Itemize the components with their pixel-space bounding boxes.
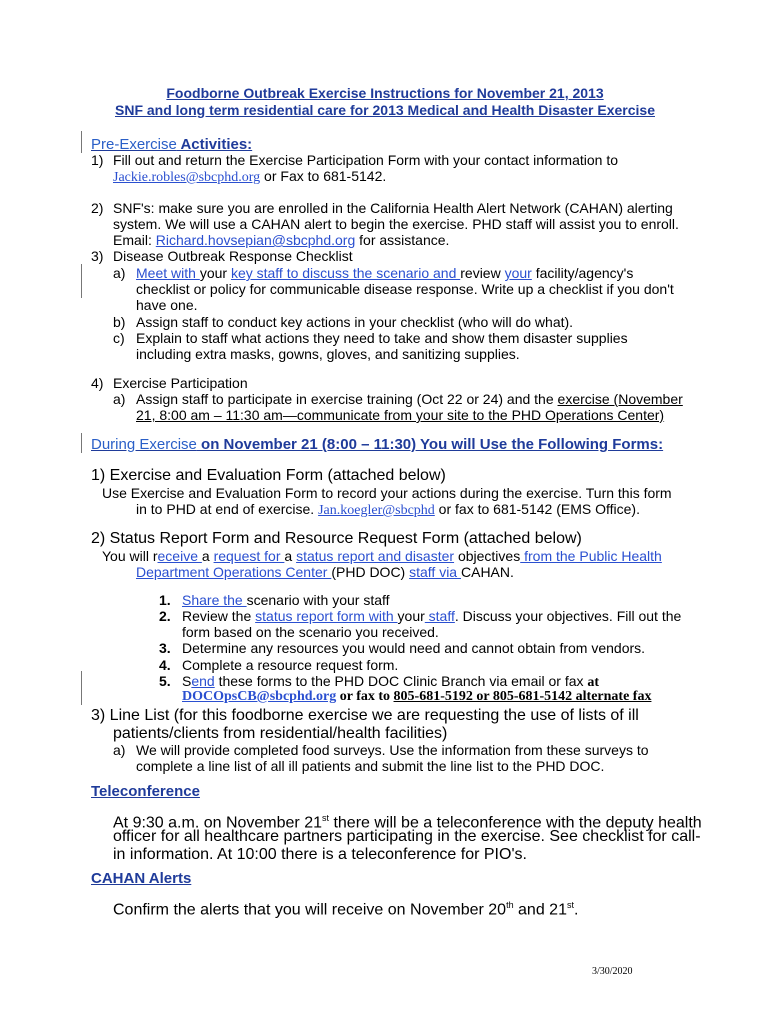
item-text: have one. xyxy=(136,297,198,313)
item-number: 4) xyxy=(91,375,104,391)
email-link[interactable]: DOCOpsCB@sbcphd.org xyxy=(182,689,337,704)
text-run: review xyxy=(460,265,505,281)
text-run: your xyxy=(504,265,532,281)
heading-part: During Exercise xyxy=(91,436,197,453)
item-text xyxy=(136,501,640,519)
title-line-1: Foodborne Outbreak Exercise Instructions for November 21, 2013 xyxy=(166,85,604,101)
step-text xyxy=(182,608,681,624)
text-run: Review the xyxy=(182,608,256,624)
text-run: and 21 xyxy=(513,901,567,919)
item-text: Exercise Participation xyxy=(113,375,248,391)
step-text xyxy=(182,689,651,705)
step-number: 3. xyxy=(159,640,171,656)
text-run: Assign staff to participate in exercise training (Oct 22 or 24) and the xyxy=(136,391,558,407)
email-link[interactable]: Richard.hovsepian@sbcphd.org xyxy=(155,232,356,248)
cahan-alerts-heading: CAHAN Alerts xyxy=(91,870,192,887)
pre-exercise-heading xyxy=(91,136,252,153)
item-letter: a) xyxy=(113,391,126,407)
text-run: (PHD DOC) xyxy=(331,564,410,580)
tele-text: in information. At 10:00 there is a teleconference for PIO's. xyxy=(113,846,527,863)
item-letter: c) xyxy=(113,330,125,346)
text-run: facility/agency's xyxy=(531,265,634,281)
text-run: or fax to 681-5142 (EMS Office). xyxy=(434,501,640,517)
heading-part: Activities: xyxy=(176,136,253,153)
revision-bar xyxy=(81,433,82,453)
step-text: Complete a resource request form. xyxy=(182,657,399,673)
form-heading: 1) Exercise and Evaluation Form (attached below) xyxy=(91,467,446,484)
form-heading: patients/clients from residential/health facilities) xyxy=(113,725,448,742)
text-run: Email: xyxy=(113,232,156,248)
heading-part: on November 21 (8:00 – 11:30) You will Use the Following Forms: xyxy=(196,436,664,453)
item-text xyxy=(136,281,674,297)
item-text: SNF's: make sure you are enrolled in the California Health Alert Network (CAHAN) alerting xyxy=(113,200,673,216)
item-text: 21, 8:00 am – 11:30 am—communicate from your site to the PHD Operations Center) xyxy=(136,407,665,423)
text-run: request for xyxy=(213,548,285,564)
cahan-text xyxy=(113,896,578,919)
heading-part: Pre-Exercise xyxy=(91,136,177,153)
during-exercise-heading xyxy=(91,436,663,453)
form-heading: 2) Status Report Form and Resource Request Form (attached below) xyxy=(91,530,582,547)
text-run: objectives xyxy=(454,548,521,564)
item-text: Disease Outbreak Response Checklist xyxy=(113,248,353,264)
text-run: . Discuss your objectives. Fill out the xyxy=(454,608,682,624)
text-run: staff xyxy=(424,608,455,624)
text-run: your xyxy=(199,265,231,281)
superscript: th xyxy=(506,900,514,910)
item-text: Explain to staff what actions they need to take and show them disaster supplies xyxy=(136,330,628,346)
text-run: end xyxy=(191,673,215,689)
step-number: 2. xyxy=(159,608,171,624)
item-number: 2) xyxy=(91,200,104,216)
text-run: scenario with your staff xyxy=(246,592,390,608)
revision-bar xyxy=(81,264,82,298)
item-number: 3) xyxy=(91,248,104,264)
item-text: Fill out and return the Exercise Participation Form with your contact information to xyxy=(113,152,618,168)
text-run: . xyxy=(573,901,579,919)
text-run: or fax to xyxy=(336,689,394,704)
item-text: Assign staff to conduct key actions in your checklist (who will do what). xyxy=(136,314,574,330)
revision-bar xyxy=(81,131,82,153)
item-text xyxy=(102,548,662,564)
item-text xyxy=(113,168,386,186)
item-letter: a) xyxy=(113,742,126,758)
text-run: in to PHD at end of exercise. xyxy=(136,501,319,517)
text-run: at xyxy=(587,675,600,690)
item-text xyxy=(136,391,683,407)
text-run: CAHAN. xyxy=(461,564,514,580)
text-run: key staff to discuss the scenario and xyxy=(230,265,461,281)
text-run: At 9:30 a.m. on November 21 xyxy=(113,814,322,832)
text-run: exercise (November xyxy=(557,391,683,407)
text-run: Write up a checklist if you don't xyxy=(477,281,674,297)
form-heading: 3) Line List (for this foodborne exercise we are requesting the use of lists of ill xyxy=(91,707,639,724)
text-run: You will r xyxy=(102,548,158,564)
item-text xyxy=(113,232,449,248)
footer-date: 3/30/2020 xyxy=(592,966,633,977)
text-run: Share the xyxy=(182,592,247,608)
item-text: Use Exercise and Evaluation Form to record your actions during the exercise. Turn this form xyxy=(102,485,672,501)
item-text: including extra masks, gowns, gloves, and sanitizing supplies. xyxy=(136,346,520,362)
text-run: eceive xyxy=(157,548,202,564)
tele-text: officer for all healthcare partners participating in the exercise. See checklist for call- xyxy=(113,828,701,845)
item-text: We will provide completed food surveys. Use the information from these surveys to xyxy=(136,742,649,758)
superscript: st xyxy=(322,813,330,823)
title-line-2: SNF and long term residential care for 2013 Medical and Health Disaster Exercise xyxy=(115,102,655,118)
item-text: system. We will use a CAHAN alert to begin the exercise. PHD staff will assist you to enroll. xyxy=(113,216,679,232)
text-run: your xyxy=(397,608,425,624)
text-run: or Fax to 681-5142. xyxy=(260,168,387,184)
email-link[interactable]: Jan.koegler@sbcphd xyxy=(318,503,435,518)
text-run: Confirm the alerts that you will receive on November 20 xyxy=(113,901,507,919)
revision-bar xyxy=(81,671,82,705)
step-text xyxy=(182,592,390,608)
item-text xyxy=(136,265,633,281)
text-run: checklist or policy for communicable disease response. xyxy=(136,281,478,297)
text-run: the PHD DOC Clinic Branch via email or fax xyxy=(307,673,588,689)
text-run: for assistance. xyxy=(355,232,450,248)
text-run: S xyxy=(182,673,192,689)
text-run: Department Operations Center xyxy=(136,564,332,580)
text-run: 805-681-5192 or 805-681-5142 alternate fax xyxy=(393,689,652,704)
step-text: Determine any resources you would need and cannot obtain from vendors. xyxy=(182,640,646,656)
text-run: from the Public Health xyxy=(520,548,662,564)
text-run: a xyxy=(201,548,214,564)
text-run: status report form with xyxy=(255,608,398,624)
item-text: complete a line list of all ill patients and submit the line list to the PHD DOC. xyxy=(136,758,605,774)
email-link[interactable]: Jackie.robles@sbcphd.org xyxy=(113,170,261,185)
step-number: 4. xyxy=(159,657,171,673)
superscript: st xyxy=(566,900,574,910)
text-run: Meet with xyxy=(136,265,200,281)
text-run: there will be a teleconference with the deputy health xyxy=(329,814,702,832)
step-number: 5. xyxy=(159,673,171,689)
item-letter: b) xyxy=(113,314,126,330)
item-letter: a) xyxy=(113,265,126,281)
item-text xyxy=(136,564,514,580)
step-number: 1. xyxy=(159,592,171,608)
step-text: form based on the scenario you received. xyxy=(182,624,439,640)
text-run: these forms to xyxy=(214,673,308,689)
text-run: a xyxy=(284,548,297,564)
text-run: staff via xyxy=(409,564,461,580)
text-run: status report and disaster xyxy=(296,548,455,564)
teleconference-heading: Teleconference xyxy=(91,783,200,800)
item-number: 1) xyxy=(91,152,104,168)
